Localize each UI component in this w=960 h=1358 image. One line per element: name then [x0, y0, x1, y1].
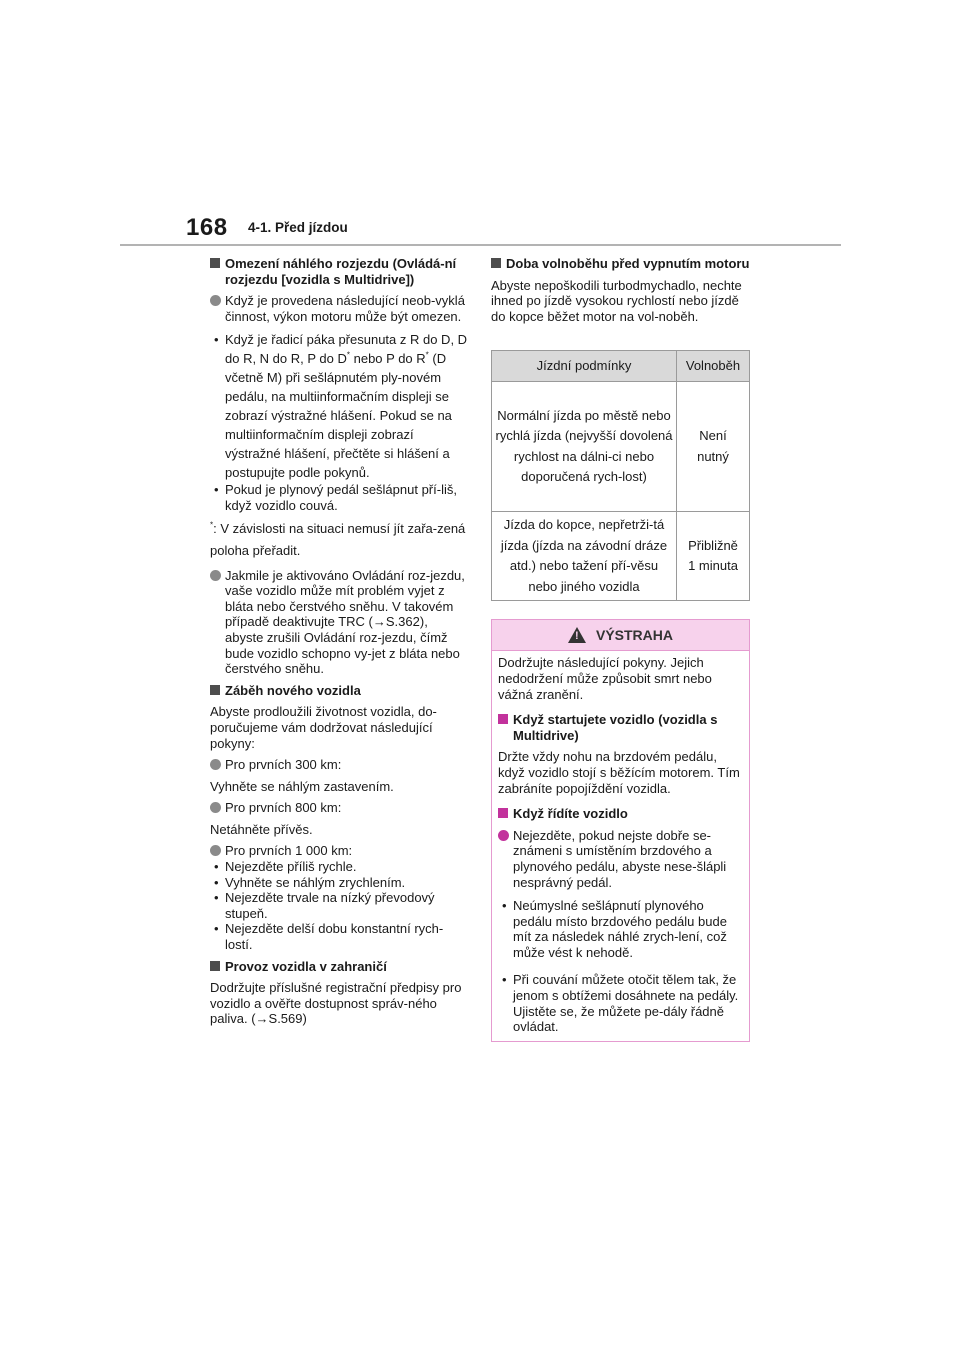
bullet-item: Nejezděte, pokud nejste dobře se-známeni s umístěním brzdového a plynového pedálu, abyste nese-šlápli nesprávný pedál. [498, 828, 743, 890]
paragraph: Dodržujte příslušné registrační předpisy pro vozidlo a ověřte dostupnost správ-ného paliva. (→S.569) [210, 980, 462, 1027]
square-bullet-icon [210, 685, 220, 695]
sub-item: • Nejezděte trvale na nízký převodový stupeň. [214, 890, 435, 921]
paragraph: Dodržujte následující pokyny. Jejich nedodržení může způsobit smrt nebo vážná zranění. [498, 655, 712, 702]
table-cell: Není nutný [677, 382, 750, 512]
sub-item: • Pokud je plynový pedál sešlápnut pří-liš, když vozidlo couvá. [214, 482, 457, 513]
paragraph: Držte vždy nohu na brzdovém pedálu, když vozidlo stojí s běžícím motorem. Tím zabráníte popojíždění vozidla. [498, 749, 740, 796]
sub-item: • Vyhněte se náhlým zrychlením. [214, 874, 406, 890]
bullet-item: Pro prvních 800 km: [210, 800, 468, 816]
heading-break-in: Záběh nového vozidla [210, 683, 468, 699]
sub-item: • Nejezděte delší dobu konstantní rych-lostí. [214, 921, 444, 953]
right-column [491, 256, 750, 1042]
table-cell: Normální jízda po městě nebo rychlá jízda (nejvyšší dovolená rychlost na dálni-ci nebo doporučená rych-lost) [492, 382, 677, 512]
square-bullet-icon [498, 808, 508, 818]
square-bullet-icon [210, 961, 220, 971]
footnote: *: V závislosti na situaci nemusí jít zařa-zená poloha přeřadit. [210, 520, 466, 558]
warning-title: VÝSTRAHA [595, 626, 673, 643]
heading-idle: Doba volnoběhu před vypnutím motoru [491, 256, 750, 272]
square-bullet-icon [491, 258, 501, 268]
paragraph: Abyste prodloužili životnost vozidla, do-poručujeme vám dodržovat následující pokyny: [210, 704, 437, 751]
table-header: Volnoběh [677, 351, 750, 382]
circle-bullet-icon [210, 759, 221, 770]
section-title: 4-1. Před jízdou [248, 220, 348, 235]
bullet-item: Pro prvních 1 000 km: [210, 843, 468, 859]
table-cell: Jízda do kopce, nepřetrži-tá jízda (jízda na závodní dráze atd.) nebo tažení pří-věsu nebo jiného vozidla [492, 512, 677, 601]
idle-table [491, 350, 750, 601]
sub-item: • Nejezděte příliš rychle. [214, 859, 357, 875]
heading-launch-control: Omezení náhlého rozjezdu (Ovládá-ní rozjezdu [vozidla s Multidrive]) [210, 256, 468, 287]
warning-heading-start: Když startujete vozidlo (vozidla s Multidrive) [498, 712, 743, 743]
bullet-item: Když je provedena následující neob-vyklá činnost, výkon motoru může být omezen. [210, 293, 468, 324]
bullet-item: Jakmile je aktivováno Ovládání roz-jezdu, vaše vozidlo může mít problém vyjet z bláta nebo čerstvého sněhu. V takovém případě deaktivujte TRC (→S.362), abyste zrušili Ovládání roz-jezdu, čímž bude vozidlo schopno vy-jet z bláta nebo čerstvého sněhu. [210, 568, 468, 677]
warning-header [492, 620, 749, 651]
circle-bullet-icon [210, 570, 221, 581]
bullet-item: Pro prvních 300 km: [210, 757, 468, 773]
paragraph: Abyste nepoškodili turbodmychadlo, nechte ihned po jízdě vysokou rychlostí nebo jízdě do kopce běžet motor na vol-noběh. [491, 277, 742, 324]
circle-bullet-icon [210, 295, 221, 306]
table-row [492, 512, 750, 601]
paragraph: Vyhněte se náhlým zastavením. [210, 778, 394, 794]
table-header-row [492, 351, 750, 382]
table-header: Jízdní podmínky [492, 351, 677, 382]
warning-box [491, 619, 750, 1041]
circle-bullet-icon [498, 830, 509, 841]
heading-abroad: Provoz vozidla v zahraničí [210, 959, 468, 975]
table-row [492, 382, 750, 512]
paragraph: Netáhněte přívěs. [210, 821, 313, 837]
square-bullet-icon [210, 258, 220, 268]
page-number: 168 [186, 214, 228, 241]
sub-item: • Při couvání můžete otočit tělem tak, že jenom s obtížemi dosáhnete na pedály. Ujistěte se, že můžete pe-dály řádně ovládat. [502, 972, 739, 1035]
warning-triangle-icon [568, 627, 586, 643]
square-bullet-icon [498, 714, 508, 724]
sub-item: • Když je řadicí páka přesunuta z R do D, D do R, N do R, P do D* nebo P do R* (D včetně M) při sešlápnutém ply-novém pedálu, na multiinformačním displeji se zobrazí výstražné hlášení. Pokud se na multiinformačním displeji zobrazí výstražné hlášení, přečtěte si hlášení a postupujte podle pokynů. [214, 332, 468, 481]
warning-body [492, 651, 749, 1040]
table-cell: Přibližně 1 minuta [677, 512, 750, 601]
left-column [210, 256, 468, 1033]
circle-bullet-icon [210, 802, 221, 813]
warning-heading-driving: Když řídíte vozidlo [498, 806, 743, 822]
header-divider [120, 244, 841, 246]
sub-item: • Neúmyslné sešlápnutí plynového pedálu místo brzdového pedálu bude mít za následek náhlé zrych-lení, což může vést k nehodě. [502, 898, 727, 960]
circle-bullet-icon [210, 845, 221, 856]
